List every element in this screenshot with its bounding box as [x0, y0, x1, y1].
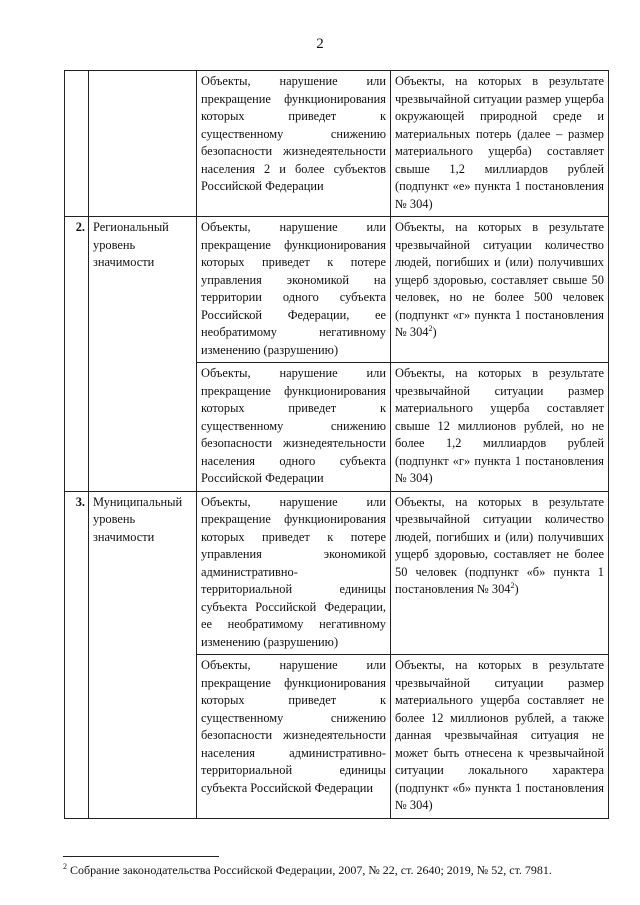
criterion-cell: Объекты, на которых в результате чрезвычайной ситуации размер материального ущерба составляет не более 12 миллионов рублей, а также данная чрезвычайная ситуация не может быть отнесена к чрезвычайной ситуации локального характера (подпункт «б» пункта 1 постановления № 304) [391, 655, 609, 819]
criterion-tail: ) [432, 325, 437, 339]
criterion-tail: ) [514, 582, 519, 596]
significance-table [64, 70, 609, 819]
footnote-divider [63, 856, 219, 857]
criterion-cell [391, 217, 609, 363]
level-cell: Региональный уровень значимости [89, 217, 197, 492]
object-cell: Объекты, нарушение или прекращение функционирования которых приведет к существенному снижению безопасности жизнедеятельности населения административно-территориальной единицы субъекта Российской Федерации [197, 655, 391, 819]
page-number: 2 [316, 36, 324, 52]
footnote-ref: 2 [428, 323, 433, 333]
table-row [65, 217, 609, 363]
object-cell: Объекты, нарушение или прекращение функционирования которых приведет к существенному снижению безопасности жизнедеятельности населения 2 и более субъектов Российской Федерации [197, 71, 391, 217]
criterion-cell: Объекты, на которых в результате чрезвычайной ситуации размер материального ущерба составляет свыше 12 миллионов рублей, но не более 1,2 миллиардов рублей (подпункт «г» пункта 1 постановления № 304) [391, 363, 609, 492]
footnote-ref: 2 [510, 580, 515, 590]
criterion-text: Объекты, на которых в результате чрезвычайной ситуации количество людей, погибших и (или) получивших ущерб здоровью, составляет не более 50 человек (подпункт «б» пункта 1 постановления № 304 [395, 494, 604, 596]
object-cell: Объекты, нарушение или прекращение функционирования которых приведет к существенному снижению безопасности жизнедеятельности населения одного субъекта Российской Федерации [197, 363, 391, 492]
table-row [65, 491, 609, 655]
footnote [63, 863, 608, 878]
row-number-cell [65, 71, 89, 217]
footnote-text: Собрание законодательства Российской Федерации, 2007, № 22, ст. 2640; 2019, № 52, ст. 7981. [67, 863, 552, 877]
table-row [65, 71, 609, 217]
object-cell: Объекты, нарушение или прекращение функционирования которых приведет к потере управления экономикой на территории одного субъекта Российской Федерации, ее необратимому негативному изменению (разрушению) [197, 217, 391, 363]
level-cell [89, 71, 197, 217]
object-cell: Объекты, нарушение или прекращение функционирования которых приведет к потере управления экономикой административно-территориальной единицы субъекта Российской Федерации, ее необратимому негативному изменению (разрушению) [197, 491, 391, 655]
criterion-cell: Объекты, на которых в результате чрезвычайной ситуации размер ущерба окружающей природной среде и материальных потерь (далее – размер материального ущерба) составляет свыше 1,2 миллиардов рублей (подпункт «е» пункта 1 постановления № 304) [391, 71, 609, 217]
footnote-marker: 2 [63, 862, 67, 871]
row-number-cell: 3. [65, 491, 89, 818]
level-cell: Муниципальный уровень значимости [89, 491, 197, 818]
criterion-text: Объекты, на которых в результате чрезвычайной ситуации количество людей, погибших и (или) получивших ущерб здоровью, составляет свыше 50 человек, но не более 500 человек (подпункт «г» пункта 1 постановления № 304 [395, 220, 604, 339]
criterion-cell [391, 491, 609, 655]
row-number-cell: 2. [65, 217, 89, 492]
